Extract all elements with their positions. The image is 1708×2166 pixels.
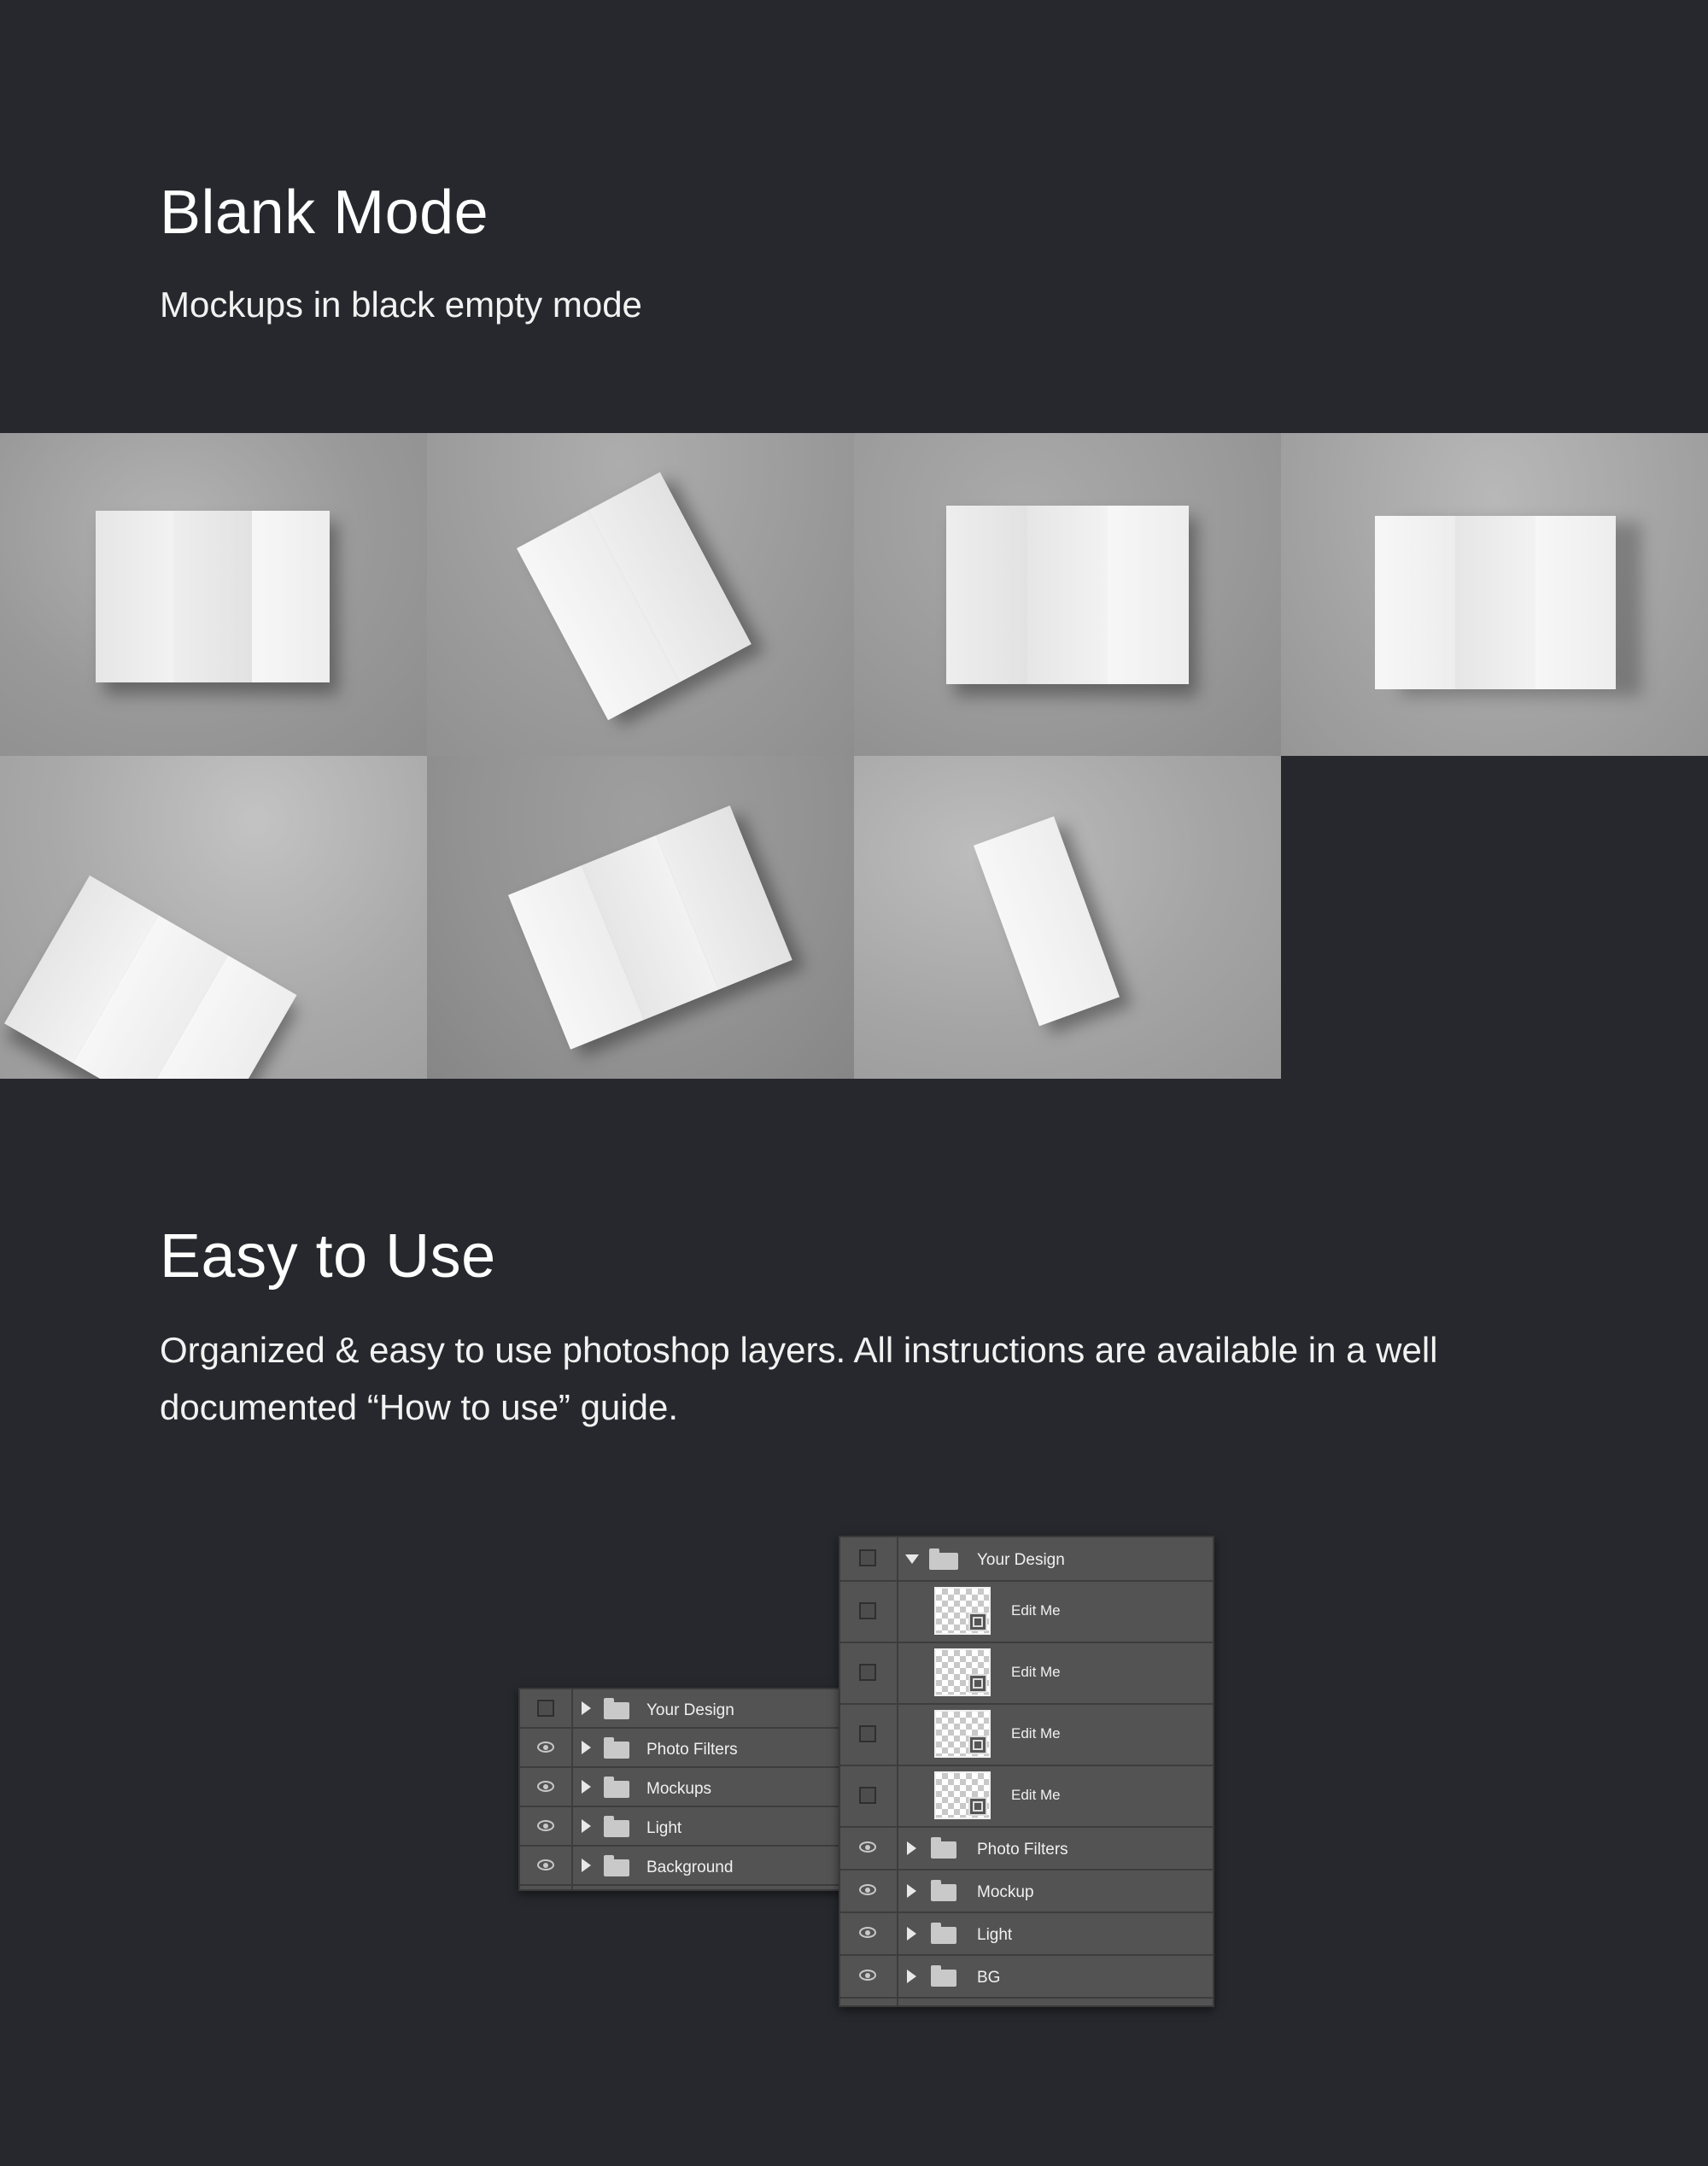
layer-row[interactable] [520,1729,862,1768]
layer-name: Edit Me [1011,1602,1061,1619]
smart-object-icon [968,1797,987,1816]
layer-name: Edit Me [1011,1787,1061,1803]
layer-row[interactable] [520,1689,862,1729]
layer-name: Light [646,1819,682,1837]
layer-thumbnail [934,1771,991,1819]
trifold-brochure [508,805,793,1050]
smart-object-row[interactable] [840,1766,1213,1828]
trifold-brochure [974,817,1120,1027]
folder-icon [604,1742,629,1759]
layer-name: Photo Filters [646,1741,738,1759]
expand-arrow-icon[interactable] [582,1701,591,1715]
expand-arrow-icon[interactable] [907,1884,916,1898]
mockup-tile-4 [1281,433,1708,756]
layers-panel-large [839,1536,1214,2007]
smart-object-icon [968,1674,987,1693]
layer-name: Edit Me [1011,1664,1061,1680]
layer-row[interactable] [520,1807,862,1847]
mockup-tile-6 [427,756,854,1079]
expand-arrow-icon[interactable] [582,1780,591,1794]
visibility-checkbox[interactable] [859,1664,876,1681]
layer-thumbnail [934,1587,991,1635]
expand-arrow-icon[interactable] [582,1859,591,1872]
visibility-checkbox[interactable] [859,1725,876,1742]
eye-icon[interactable] [537,1781,554,1792]
visibility-checkbox[interactable] [537,1700,554,1717]
mockup-tile-5 [0,756,427,1079]
folder-icon [931,1970,956,1987]
layer-row[interactable] [520,1847,862,1886]
mockup-tile-1 [0,433,427,756]
layer-name: BG [977,1969,1001,1987]
folder-icon [604,1820,629,1837]
eye-icon[interactable] [859,1927,876,1938]
layer-row[interactable] [840,1913,1213,1956]
eye-icon[interactable] [537,1742,554,1753]
layer-name: Mockups [646,1780,712,1798]
expand-arrow-icon[interactable] [907,1927,916,1941]
smart-object-icon [968,1736,987,1754]
open-folder-icon [929,1553,958,1570]
expand-arrow-icon[interactable] [907,1970,916,1983]
mockup-tile-2 [427,433,854,756]
layer-thumbnail [934,1648,991,1696]
visibility-checkbox[interactable] [859,1549,876,1566]
eye-icon[interactable] [537,1859,554,1870]
easy-to-use-title: Easy to Use [160,1222,496,1291]
smart-object-icon [968,1613,987,1631]
layers-panel-small [518,1688,863,1891]
blank-mode-subtitle: Mockups in black empty mode [160,284,642,325]
folder-icon [931,1841,956,1859]
folder-icon [604,1781,629,1798]
trifold-brochure [96,511,330,682]
trifold-brochure [1375,516,1616,689]
expand-arrow-icon[interactable] [582,1819,591,1833]
layer-name: Mockup [977,1883,1034,1901]
smart-object-row[interactable] [840,1705,1213,1766]
layer-group-row[interactable] [840,1537,1213,1582]
expand-arrow-icon[interactable] [582,1741,591,1754]
layer-name: Photo Filters [977,1841,1068,1859]
layer-row[interactable] [840,1870,1213,1913]
folder-icon [931,1927,956,1944]
visibility-checkbox[interactable] [859,1787,876,1804]
easy-to-use-description: Organized & easy to use photoshop layers. All instructions are available in a well documented “How to use” guide. [160,1330,1438,1427]
folder-icon [931,1884,956,1901]
layer-name: Light [977,1926,1013,1944]
trifold-brochure [517,472,752,721]
layer-row[interactable] [520,1768,862,1807]
layer-name: Your Design [977,1551,1065,1569]
folder-icon [604,1859,629,1876]
eye-icon[interactable] [859,1884,876,1895]
trifold-brochure [4,875,296,1079]
visibility-checkbox[interactable] [859,1602,876,1619]
layer-name: Background [646,1859,734,1876]
layer-row[interactable] [840,1828,1213,1870]
eye-icon[interactable] [859,1841,876,1853]
layer-row[interactable] [840,1956,1213,1999]
mockup-tile-3 [854,433,1281,756]
smart-object-row[interactable] [840,1643,1213,1705]
layer-thumbnail [934,1710,991,1758]
trifold-brochure [946,506,1189,684]
eye-icon[interactable] [859,1970,876,1981]
layer-name: Your Design [646,1701,734,1719]
eye-icon[interactable] [537,1820,554,1831]
collapse-arrow-icon[interactable] [905,1554,919,1564]
blank-mode-title: Blank Mode [160,179,489,247]
expand-arrow-icon[interactable] [907,1841,916,1855]
smart-object-row[interactable] [840,1582,1213,1643]
mockup-tile-7 [854,756,1281,1079]
layer-name: Edit Me [1011,1725,1061,1742]
folder-icon [604,1702,629,1719]
